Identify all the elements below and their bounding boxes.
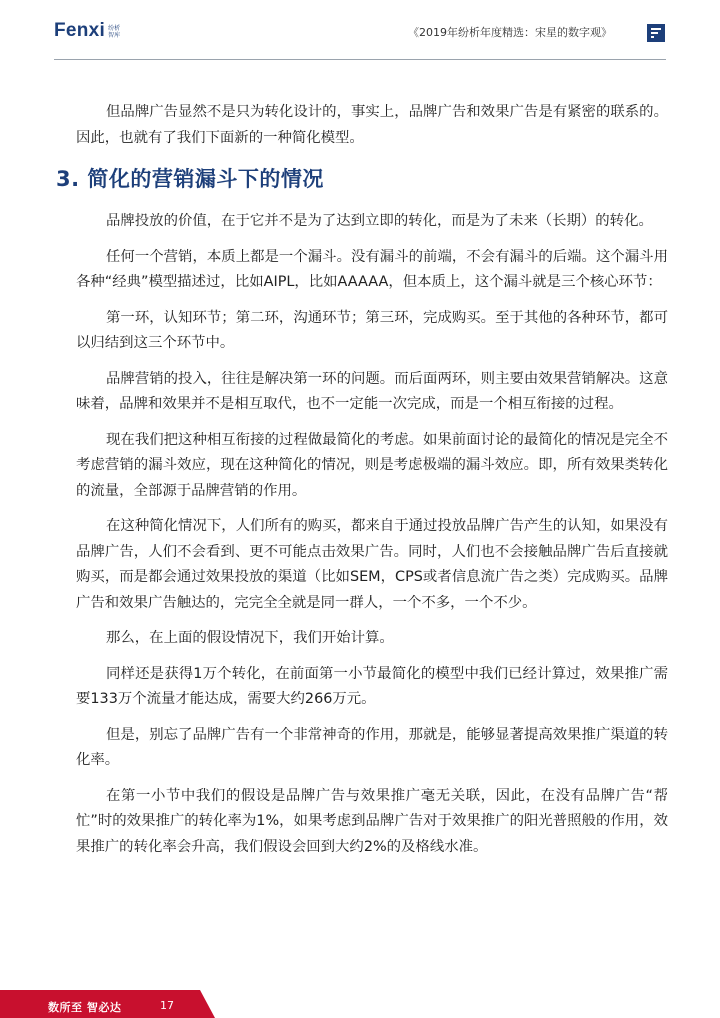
fenxi-logo	[54, 20, 120, 42]
paragraph: 现在我们把这种相互衔接的过程做最简化的考虑。如果前面讨论的最简化的情况是完全不考虑营销的漏斗效应，现在这种简化的情况，则是考虑极端的漏斗效应。即，所有效果类转化的流量，全部源于品牌营销的作用。	[76, 431, 668, 499]
paragraph: 品牌营销的投入，往往是解决第一环的问题。而后面两环，则主要由效果营销解决。这意味着，品牌和效果并不是相互取代，也不一定能一次完成，而是一个相互衔接的过程。	[76, 370, 668, 412]
header-divider	[54, 59, 666, 60]
paragraph: 那么，在上面的假设情况下，我们开始计算。	[106, 630, 394, 646]
logo-text: Fenxi	[54, 20, 106, 41]
page-number: 17	[160, 999, 174, 1012]
article-body	[56, 100, 668, 870]
logo-sub-line-1: 纷析	[108, 25, 121, 32]
logo-sub-line-2: 智库	[108, 32, 121, 39]
intro-paragraph: 但品牌广告显然不是只为转化设计的，事实上，品牌广告和效果广告是有紧密的联系的。因此，也就有了我们下面新的一种简化模型。	[76, 104, 668, 146]
page-footer	[0, 990, 720, 1018]
paragraph: 在第一小节中我们的假设是品牌广告与效果推广毫无关联，因此，在没有品牌广告“帮忙”时的效果推广的转化率为1%，如果考虑到品牌广告对于效果推广的阳光普照般的作用，效果推广的转化率会升高，我们假设会回到大约2%的及格线水准。	[76, 787, 668, 855]
document-icon	[647, 24, 665, 42]
document-title: 《2019年纷析年度精选：宋星的数字观》	[408, 26, 612, 39]
paragraph: 任何一个营销，本质上都是一个漏斗。没有漏斗的前端，不会有漏斗的后端。这个漏斗用各种“经典”模型描述过，比如AIPL，比如AAAAA，但本质上，这个漏斗就是三个核心环节：	[76, 248, 668, 290]
paragraph: 同样还是获得1万个转化，在前面第一小节最简化的模型中我们已经计算过，效果推广需要133万个流量才能达成，需要大约266万元。	[76, 665, 668, 707]
logo-subtext	[108, 25, 120, 39]
section-heading: 3. 简化的营销漏斗下的情况	[56, 167, 324, 191]
paragraph: 第一环，认知环节；第二环，沟通环节；第三环，完成购买。至于其他的各种环节，都可以归结到这三个环节中。	[76, 309, 668, 351]
paragraph: 品牌投放的价值，在于它并不是为了达到立即的转化，而是为了未来（长期）的转化。	[106, 213, 653, 229]
paragraph: 但是，别忘了品牌广告有一个非常神奇的作用，那就是，能够显著提高效果推广渠道的转化率。	[76, 726, 668, 768]
footer-band-tail	[200, 990, 215, 1018]
page-header	[0, 0, 720, 62]
paragraph: 在这种简化情况下，人们所有的购买，都来自于通过投放品牌广告产生的认知，如果没有品牌广告，人们不会看到、更不可能点击效果广告。同时，人们也不会接触品牌广告后直接就购买，而是都会通过效果投放的渠道（比如SEM，CPS或者信息流广告之类）完成购买。品牌广告和效果广告触达的，完完全全就是同一群人，一个不多，一个不少。	[76, 518, 668, 611]
footer-slogan: 数所至 智必达	[48, 1001, 122, 1014]
